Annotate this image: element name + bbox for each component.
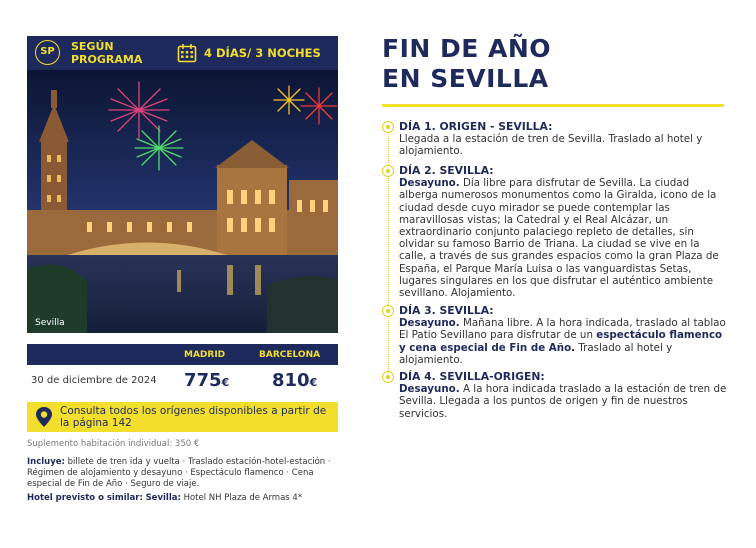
page-title-line-2: EN SEVILLA xyxy=(382,64,549,93)
timeline-dot-icon xyxy=(382,121,394,133)
day-3-text-a: Mañana libre. A la hora indicada, traslado al tablao El Patio Sevillano para disfrutar de un xyxy=(399,317,726,342)
sp-badge: SP xyxy=(35,40,60,65)
header-barcelona: BARCELONA xyxy=(259,350,321,360)
itinerary-day-2 xyxy=(399,165,729,299)
plaza-espana-fireworks-image xyxy=(27,70,338,333)
day-2-text: Día libre para disfrutar de Sevilla. La ciudad alberga numerosos monumentos como la Giralda, icono de la ciudad desde cuyo mirador se puede contemplar las maravillosas vistas; la Catedral y el Real Alcázar, un extraordinario conjunto palaciego repleto de detalles, sin olvidar su famoso Barrio de Triana. La ciudad se vive en la calle, a través de sus grandes espacios como la gran Plaza de España, el Parque María Luisa o las vanguardistas Setas, lugares singulares en los que disfrutar el auténtico ambiente sevillano. Alojamiento. xyxy=(399,177,719,300)
origins-notice xyxy=(27,402,338,432)
itinerary-day-3 xyxy=(399,305,729,366)
itinerary-day-1 xyxy=(399,121,729,158)
map-pin-icon xyxy=(34,406,54,432)
calendar-icon xyxy=(177,43,197,67)
currency-symbol: € xyxy=(221,376,230,389)
timeline-dot-icon xyxy=(382,165,394,177)
price-barcelona xyxy=(272,370,317,391)
price-madrid xyxy=(184,370,229,391)
timeline-dot-icon xyxy=(382,305,394,317)
photo-caption: Sevilla xyxy=(35,318,65,328)
day-3-lead: Desayuno. xyxy=(399,317,460,330)
header-madrid: MADRID xyxy=(184,350,226,360)
page-title-line-1: FIN DE AÑO xyxy=(382,34,552,63)
timeline-dot-icon xyxy=(382,371,394,383)
price-table-header xyxy=(27,344,338,365)
notice-text: Consulta todos los orígenes disponibles a partir de la página 142 xyxy=(60,405,327,429)
itinerary-day-4 xyxy=(399,371,729,420)
title-divider xyxy=(382,104,724,107)
day-3-text-b: Traslado al hotel y alojamiento. xyxy=(399,341,673,366)
program-label-line-2: PROGRAMA xyxy=(71,53,143,66)
day-1-text: Llegada a la estación de tren de Sevilla. Traslado al hotel y alojamiento. xyxy=(399,133,703,158)
includes-list: billete de tren ida y vuelta · Traslado estación-hotel-estación · Régimen de alojamiento y desayuno · Espectáculo flamenco · Cena especial de Fin de Año · Seguro de viaje. xyxy=(27,457,331,489)
day-4-lead: Desayuno. xyxy=(399,383,460,396)
price-row xyxy=(27,365,338,399)
price-barcelona-value: 810 xyxy=(272,370,310,391)
hotel-info xyxy=(27,493,302,504)
includes-text xyxy=(27,457,343,490)
single-room-supplement: Suplemento habitación individual: 350 € xyxy=(27,439,200,449)
program-label-line-1: SEGÚN xyxy=(71,40,114,53)
program-label xyxy=(71,40,142,66)
hotel-name: Hotel NH Plaza de Armas 4* xyxy=(183,493,303,503)
day-3-title: DÍA 3. SEVILLA: xyxy=(399,304,494,317)
seville-photo xyxy=(27,70,338,333)
departure-date: 30 de diciembre de 2024 xyxy=(31,375,157,386)
day-2-lead: Desayuno. xyxy=(399,177,460,190)
day-1-title: DÍA 1. ORIGEN - SEVILLA: xyxy=(399,120,553,133)
duration-label: 4 DÍAS/ 3 NOCHES xyxy=(204,46,321,60)
day-3-highlight: espectáculo flamenco y cena especial de Fin de Año. xyxy=(399,329,723,354)
program-banner xyxy=(27,36,338,70)
day-2-title: DÍA 2. SEVILLA: xyxy=(399,164,494,177)
price-madrid-value: 775 xyxy=(184,370,222,391)
day-4-text: A la hora indicada traslado a la estación de tren de Sevilla. Llegada a los puntos de origen y fin de nuestros servicios. xyxy=(399,383,727,420)
hotel-city: Sevilla: xyxy=(145,493,181,503)
day-4-title: DÍA 4. SEVILLA-ORIGEN: xyxy=(399,370,545,383)
includes-label: Incluye: xyxy=(27,457,65,467)
hotel-label: Hotel previsto o similar: xyxy=(27,493,143,503)
currency-symbol: € xyxy=(309,376,318,389)
page-title xyxy=(382,34,551,94)
